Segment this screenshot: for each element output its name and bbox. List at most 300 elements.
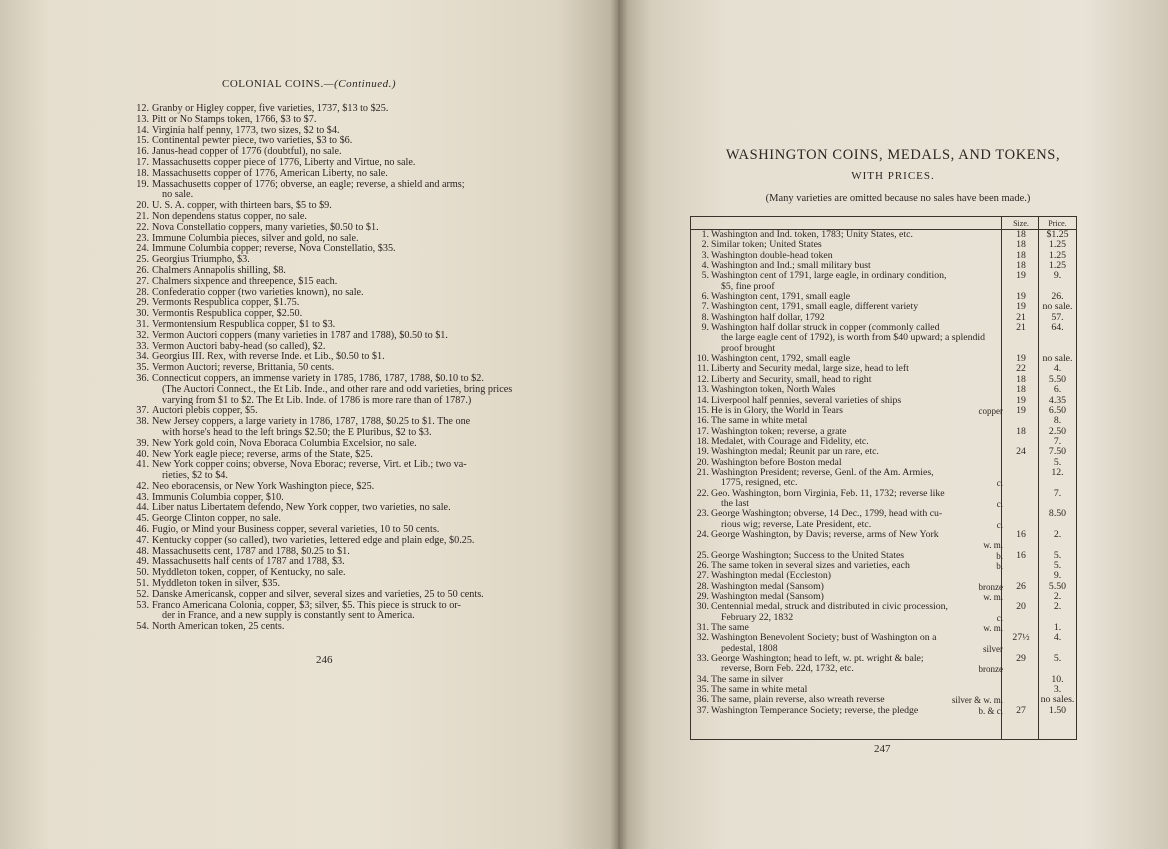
row-metal: copper [978, 405, 1003, 416]
row-continuation-text: the large eagle cent of 1792), is worth from $40 upward; a splendid proof brought [721, 332, 985, 354]
row-price: 10. [1051, 673, 1064, 685]
item-continuation: (The Auctori Connect., the Et Lib. Inde., and other rare and odd varieties, bring prices varying from $1 to $2. The Et Lib. Inde. of 1786 is more rare than of 1787.) [162, 383, 513, 406]
row-number: 36. [696, 694, 709, 706]
row-price: 26. [1051, 291, 1064, 303]
row-continuation-text: 1775, resigned, etc. [721, 477, 798, 489]
row-description-text: Washington medal (Sansom) [711, 580, 824, 592]
item-number: 47. [136, 534, 149, 546]
row-price: 1.50 [1048, 704, 1067, 716]
row-description [711, 530, 1003, 551]
row-size: 21 [1016, 311, 1026, 323]
row-number: 24. [696, 528, 709, 540]
item-main-text: Massachusetts copper of 1776, American Liberty, no sale. [152, 167, 388, 179]
item-continuation: no sale. [162, 189, 194, 201]
row-size: 18 [1016, 239, 1026, 251]
right-page-number: 247 [874, 743, 891, 755]
item-number: 16. [136, 146, 149, 158]
row-number: 25. [696, 549, 709, 561]
row-price: 5. [1053, 560, 1062, 571]
item-number: 34. [136, 351, 149, 363]
row-size: 26 [1016, 580, 1026, 592]
row-continuation-text: February 22, 1832 [721, 611, 794, 623]
item-main-text: Virginia half penny, 1773, two sizes, $2 to $4. [152, 124, 340, 136]
row-price: no sale. [1042, 301, 1073, 313]
table-row [691, 530, 1076, 551]
row-description-text: Washington cent of 1791, large eagle, in ordinary condition, [711, 270, 947, 282]
item-main-text: Myddleton token in silver, $35. [152, 578, 281, 590]
row-metal: b. [996, 561, 1003, 571]
item-number: 28. [136, 286, 149, 298]
row-number: 18. [696, 435, 709, 447]
row-size: 19 [1016, 394, 1026, 406]
item-main-text: Vermontensium Respublica copper, $1 to $3. [152, 318, 336, 330]
row-size: 20 [1016, 601, 1026, 613]
row-continuation-text: $5, fine proof [721, 280, 775, 292]
price-column-header: Price. [1048, 219, 1067, 228]
item-number: 45. [136, 513, 149, 525]
row-price: 12. [1051, 466, 1064, 478]
row-number: 19. [696, 446, 709, 458]
row-description-text: Liberty and Security, small, head to right [711, 373, 872, 385]
row-size: 16 [1016, 528, 1026, 540]
item-number: 18. [136, 167, 149, 179]
row-number: 13. [696, 384, 709, 396]
row-metal: w. m. [983, 623, 1003, 634]
row-size: 29 [1016, 653, 1026, 665]
item-main-text: Vermon Auctori coppers (many varieties in 1787 and 1788), $0.50 to $1. [152, 329, 448, 341]
row-continuation-text: reverse, Born Feb. 22d, 1732, etc. [721, 663, 854, 675]
table-row [691, 654, 1076, 675]
item-main-text: Auctori plebis copper, $5. [152, 405, 258, 417]
row-description [711, 654, 1003, 675]
row-metal: c. [996, 612, 1003, 623]
item-number: 31. [136, 318, 149, 330]
item-main-text: Chalmers Annapolis shilling, $8. [152, 264, 286, 276]
item-main-text: Neo eboracensis, or New York Washington piece, $25. [152, 480, 375, 492]
item-number: 48. [136, 545, 149, 557]
table-body [691, 230, 1076, 716]
row-description-text: Washington medal (Eccleston) [711, 570, 832, 582]
item-main-text: Vermon Auctori baby-head (so called), $2. [152, 340, 326, 352]
row-continuation-text: rious wig; reverse, Late President, etc. [721, 518, 872, 530]
table-row [691, 489, 1076, 510]
row-size [1003, 561, 1039, 571]
row-number: 7. [701, 301, 709, 313]
row-size [1003, 685, 1039, 695]
item-main-text: U. S. A. copper, with thirteen bars, $5 to $9. [152, 200, 332, 212]
row-description-text: The same in white metal [711, 684, 808, 696]
row-price: 2. [1053, 601, 1062, 613]
row-description-text: Washington half dollar struck in copper (commonly called [711, 322, 940, 334]
row-description [711, 706, 1003, 716]
item-main-text: Franco Americana Colonia, copper, $3; silver, $5. This piece is struck to or- [152, 599, 461, 611]
row-description-text: Washington cent, 1791, small eagle [711, 291, 851, 303]
item-main-text: Kentucky copper (so called), two varieties, lettered edge and plain edge, $0.25. [152, 534, 475, 546]
item-main-text: Granby or Higley copper, five varieties, 1737, $13 to $25. [152, 103, 389, 114]
row-description-text: Washington and Ind. token, 1783; Unity States, etc. [711, 229, 913, 240]
list-item [133, 417, 525, 439]
item-main-text: Vermonts Respublica copper, $1.75. [152, 297, 300, 309]
row-number: 30. [696, 601, 709, 613]
row-number: 6. [701, 291, 709, 303]
row-description-text: George Washington; obverse, 14 Dec., 1799, head with cu- [711, 508, 943, 520]
row-price: 4.35 [1048, 394, 1067, 406]
item-main-text: Connecticut coppers, an immense variety in 1785, 1786, 1787, 1788, $0.10 to $2. [152, 372, 484, 384]
row-continuation-text: pedestal, 1808 [721, 642, 778, 654]
washington-note: (Many varieties are omitted because no sales have been made.) [765, 193, 1031, 204]
colonial-coins-list [133, 104, 525, 633]
item-main-text: Janus-head copper of 1776 (doubtful), no sale. [152, 146, 342, 158]
washington-price-table [690, 216, 1077, 740]
item-number: 12. [136, 103, 149, 114]
item-main-text: Chalmers sixpence and threepence, $15 each. [152, 275, 338, 287]
row-description [711, 468, 1003, 489]
row-continuation-text: the last [721, 497, 750, 509]
row-price: 5. [1053, 549, 1062, 561]
row-size: 19 [1016, 404, 1026, 416]
row-size: 19 [1016, 270, 1026, 282]
row-description-text: George Washington; head to left, w. pt. wright & bale; [711, 653, 924, 665]
row-number: 28. [696, 580, 709, 592]
item-main-text: New York eagle piece; reverse, arms of the State, $25. [152, 448, 373, 460]
list-item [133, 622, 525, 633]
washington-title: WASHINGTON COINS, MEDALS, AND TOKENS, [725, 147, 1061, 163]
item-number: 53. [136, 599, 149, 611]
row-price: 9. [1053, 270, 1062, 282]
table-row [691, 706, 1076, 716]
row-description-text: Washington double-head token [711, 249, 833, 261]
item-number: 38. [136, 416, 149, 428]
table-row [691, 633, 1076, 654]
item-number: 25. [136, 254, 149, 266]
item-number: 54. [136, 621, 149, 633]
item-number: 19. [136, 178, 149, 190]
row-number: 23. [696, 508, 709, 520]
item-main-text: New Jersey coppers, a large variety in 1786, 1787, 1788, $0.25 to $1. The one [152, 416, 471, 428]
row-price: 2. [1053, 591, 1062, 603]
row-price: 2. [1053, 528, 1062, 540]
row-metal: w. m. [983, 540, 1003, 551]
row-size [1003, 675, 1039, 685]
row-price: 64. [1051, 322, 1064, 334]
item-main-text: Massachusetts cent, 1787 and 1788, $0.25 to $1. [152, 545, 350, 557]
row-description-text: Liberty and Security medal, large size, head to left [711, 363, 909, 375]
item-main-text: Continental pewter piece, two varieties, $3 to $6. [152, 135, 353, 147]
item-number: 23. [136, 232, 149, 244]
row-price: $1.25 [1046, 229, 1069, 240]
row-price: 1.25 [1048, 239, 1067, 251]
row-description-text: Geo. Washington, born Virginia, Feb. 11, 1732; reverse like [711, 487, 945, 499]
row-metal: c. [996, 478, 1003, 489]
book-gutter [610, 0, 628, 849]
row-description-text: Liverpool half pennies, several varieties of ships [711, 394, 902, 406]
item-text [152, 460, 525, 482]
row-size: 18 [1016, 249, 1026, 261]
item-text [152, 417, 525, 439]
row-number: 3. [701, 249, 709, 261]
row-description-text: Washington medal (Sansom) [711, 591, 824, 603]
row-price: 4. [1053, 632, 1062, 644]
row-description-text: Washington and Ind.; small military bust [711, 260, 871, 272]
row-number: 14. [696, 394, 709, 406]
right-page [618, 0, 1168, 849]
row-number: 34. [696, 673, 709, 685]
row-description [711, 489, 1003, 510]
size-column-header: Size. [1013, 219, 1029, 228]
row-price: 2.50 [1048, 425, 1067, 437]
row-description-text: Washington token, North Wales [711, 384, 836, 396]
item-main-text: Liber natus Libertatem defendo, New York copper, two varieties, no sale. [152, 502, 451, 514]
row-price: 4. [1053, 363, 1062, 375]
item-number: 46. [136, 524, 149, 536]
item-text [152, 180, 525, 202]
item-number: 20. [136, 200, 149, 212]
row-number: 35. [696, 684, 709, 696]
item-number: 14. [136, 124, 149, 136]
row-price: 3. [1053, 684, 1062, 696]
item-number: 35. [136, 362, 149, 374]
row-number: 29. [696, 591, 709, 603]
row-metal: b. & c. [978, 705, 1003, 716]
item-number: 52. [136, 588, 149, 600]
item-main-text: Immunis Columbia copper, $10. [152, 491, 284, 503]
row-price: 5.50 [1048, 373, 1067, 385]
item-number: 42. [136, 480, 149, 492]
row-size: 21 [1016, 322, 1026, 334]
row-size: 19 [1016, 291, 1026, 303]
row-size: 22 [1016, 363, 1026, 375]
row-description-text: Washington President; reverse, Genl. of the Am. Armies, [711, 466, 934, 478]
item-main-text: Immune Columbia pieces, silver and gold, no sale. [152, 232, 359, 244]
item-text [152, 374, 525, 406]
row-number: 2. [701, 239, 709, 251]
item-main-text: Pitt or No Stamps token, 1766, $3 to $7. [152, 113, 317, 125]
row-price: 1. [1053, 622, 1062, 634]
item-main-text: Massachusetts copper piece of 1776, Liberty and Virtue, no sale. [152, 156, 416, 168]
row-size: 18 [1016, 384, 1026, 396]
row-price: 5. [1053, 653, 1062, 665]
item-number: 39. [136, 437, 149, 449]
row-size: 18 [1016, 229, 1026, 240]
list-item [133, 601, 525, 623]
item-number: 44. [136, 502, 149, 514]
table-row [691, 468, 1076, 489]
row-price: 6. [1053, 384, 1062, 396]
row-size: 27 [1016, 704, 1026, 716]
item-number: 22. [136, 221, 149, 233]
item-text [152, 622, 525, 633]
row-description [711, 633, 1003, 654]
item-number: 41. [136, 459, 149, 471]
item-number: 43. [136, 491, 149, 503]
row-description [711, 509, 1003, 530]
item-number: 29. [136, 297, 149, 309]
item-continuation: rieties, $2 to $4. [162, 470, 228, 482]
row-description-text: The same, plain reverse, also wreath reverse [711, 694, 885, 706]
row-description-text: The same in silver [711, 673, 784, 685]
row-description-text: The same in white metal [711, 415, 808, 427]
row-description-text: Washington medal; Reunit par un rare, etc. [711, 446, 879, 458]
row-size [1003, 489, 1039, 510]
item-number: 30. [136, 308, 149, 320]
row-size: 18 [1016, 425, 1026, 437]
item-main-text: Immune Columbia copper; reverse, Nova Constellatio, $35. [152, 243, 396, 255]
row-price: 57. [1051, 311, 1064, 323]
item-main-text: Fugio, or Mind your Business copper, several varieties, 10 to 50 cents. [152, 524, 440, 536]
row-description-text: Centennial medal, struck and distributed in civic procession, [711, 601, 948, 613]
row-number: 33. [696, 653, 709, 665]
row-price: 7. [1053, 487, 1062, 499]
item-main-text: Confederatio copper (two varieties known), no sale. [152, 286, 364, 298]
item-number: 40. [136, 448, 149, 460]
table-row [691, 602, 1076, 623]
row-size: 19 [1016, 301, 1026, 313]
item-main-text: Vermontis Respublica copper, $2.50. [152, 308, 303, 320]
list-item [133, 460, 525, 482]
row-number: 17. [696, 425, 709, 437]
row-number: 21. [696, 466, 709, 478]
row-description-text: Washington before Boston medal [711, 456, 842, 468]
header-continued: —(Continued.) [323, 78, 396, 90]
item-main-text: Massachusetts copper of 1776; obverse, an eagle; reverse, a shield and arms; [152, 178, 465, 190]
item-continuation: with horse's head to the left brings $2.50; the E Pluribus, $2 to $3. [162, 426, 432, 438]
row-size [1003, 416, 1039, 426]
item-main-text: Nova Constellatio coppers, many varieties, $0.50 to $1. [152, 221, 379, 233]
table-row [691, 271, 1076, 292]
item-number: 21. [136, 210, 149, 222]
item-main-text: Georgius III. Rex, with reverse Inde. et Lib., $0.50 to $1. [152, 351, 385, 363]
item-number: 17. [136, 156, 149, 168]
row-metal: bronze [978, 581, 1003, 592]
row-description-text: George Washington; Success to the United States [711, 549, 905, 561]
row-price: 6.50 [1048, 404, 1067, 416]
row-metal: silver [983, 643, 1003, 654]
item-number: 51. [136, 578, 149, 590]
row-number: 4. [701, 260, 709, 272]
row-metal: bronze [978, 664, 1003, 675]
item-text [152, 601, 525, 623]
row-number: 20. [696, 456, 709, 468]
row-description-text: Washington half dollar, 1792 [711, 311, 825, 323]
left-page-header [0, 78, 618, 90]
item-main-text: New York copper coins; obverse, Nova Eborac; reverse, Virt. et Lib.; two va- [152, 459, 467, 471]
row-size: 19 [1016, 353, 1026, 365]
row-number: 9. [701, 322, 709, 334]
row-number: 27. [696, 570, 709, 582]
item-main-text: New York gold coin, Nova Eboraca Columbia Excelsior, no sale. [152, 437, 417, 449]
row-number: 16. [696, 415, 709, 427]
row-size [1003, 509, 1039, 530]
row-description-text: Washington Temperance Society; reverse, the pledge [711, 704, 919, 716]
item-number: 24. [136, 243, 149, 255]
row-description-text: Similar token; United States [711, 239, 822, 251]
item-number: 15. [136, 135, 149, 147]
row-price: 5.50 [1048, 580, 1067, 592]
item-main-text: George Clinton copper, no sale. [152, 513, 281, 525]
row-size: 27½ [1012, 632, 1030, 644]
row-description-text: He is in Glory, the World in Tears [711, 404, 843, 416]
row-description [711, 602, 1003, 623]
header-main: COLONIAL COINS. [221, 78, 324, 90]
list-item [133, 180, 525, 202]
row-metal: c. [996, 519, 1003, 530]
item-number: 33. [136, 340, 149, 352]
row-size: 18 [1016, 260, 1026, 272]
row-number: 10. [696, 353, 709, 365]
row-description-text: George Washington, by Davis; reverse, arms of New York [711, 528, 939, 540]
row-metal: w. m. [983, 592, 1003, 603]
item-number: 13. [136, 113, 149, 125]
item-number: 32. [136, 329, 149, 341]
item-continuation: der in France, and a new supply is constantly sent to America. [162, 610, 415, 622]
table-row [691, 509, 1076, 530]
row-number: 8. [701, 311, 709, 323]
row-price: 1.25 [1048, 260, 1067, 272]
row-description-text: Washington token; reverse, a grate [711, 425, 847, 437]
row-description-text: The same token in several sizes and varieties, each [711, 560, 910, 571]
row-size [1003, 458, 1039, 468]
table-row [691, 323, 1076, 354]
item-main-text: Georgius Triumpho, $3. [152, 254, 250, 266]
item-number: 36. [136, 372, 149, 384]
row-metal: c. [996, 498, 1003, 509]
row-number: 1. [701, 229, 709, 240]
row-price: 1.25 [1048, 249, 1067, 261]
row-description [711, 323, 1003, 354]
left-page-number: 246 [316, 654, 333, 666]
row-metal: silver & w. m. [951, 695, 1003, 706]
row-number: 26. [696, 560, 709, 571]
row-size: 16 [1016, 549, 1026, 561]
row-price: 8.50 [1048, 508, 1067, 520]
item-number: 27. [136, 275, 149, 287]
row-metal: b. [996, 550, 1003, 561]
item-main-text: Vermon Auctori; reverse, Brittania, 50 cents. [152, 362, 335, 374]
row-number: 31. [696, 622, 709, 634]
list-item [133, 374, 525, 406]
row-number: 15. [696, 404, 709, 416]
row-number: 22. [696, 487, 709, 499]
row-description-text: Medalet, with Courage and Fidelity, etc. [711, 435, 869, 447]
item-main-text: Massachusetts half cents of 1787 and 1788, $3. [152, 556, 345, 568]
item-main-text: North American token, 25 cents. [152, 621, 285, 633]
row-number: 32. [696, 632, 709, 644]
row-description-text: Washington Benevolent Society; bust of Washington on a [711, 632, 937, 644]
washington-subtitle: WITH PRICES. [851, 170, 935, 182]
item-main-text: Myddleton token, copper, of Kentucky, no sale. [152, 567, 346, 579]
row-price: 8. [1053, 415, 1062, 427]
row-number: 37. [696, 704, 709, 716]
row-price: 7.50 [1048, 446, 1067, 458]
row-description-text: Washington cent, 1791, small eagle, different variety [711, 301, 919, 313]
row-price: no sales. [1040, 694, 1075, 706]
row-number: 12. [696, 373, 709, 385]
row-price: 9. [1053, 570, 1062, 582]
item-number: 26. [136, 264, 149, 276]
row-price: no sale. [1042, 353, 1073, 365]
row-description [711, 271, 1003, 292]
row-continuation [711, 613, 1003, 623]
row-price: 7. [1053, 435, 1062, 447]
row-description-text: Washington cent, 1792, small eagle [711, 353, 851, 365]
item-main-text: Non dependens status copper, no sale. [152, 210, 307, 222]
row-number: 11. [697, 363, 709, 375]
item-main-text: Danske Americansk, copper and silver, several sizes and varieties, 25 to 50 cents. [152, 588, 484, 600]
row-continuation [711, 333, 1003, 354]
row-number: 5. [701, 270, 709, 282]
item-number: 49. [136, 556, 149, 568]
row-price: 5. [1053, 456, 1062, 468]
